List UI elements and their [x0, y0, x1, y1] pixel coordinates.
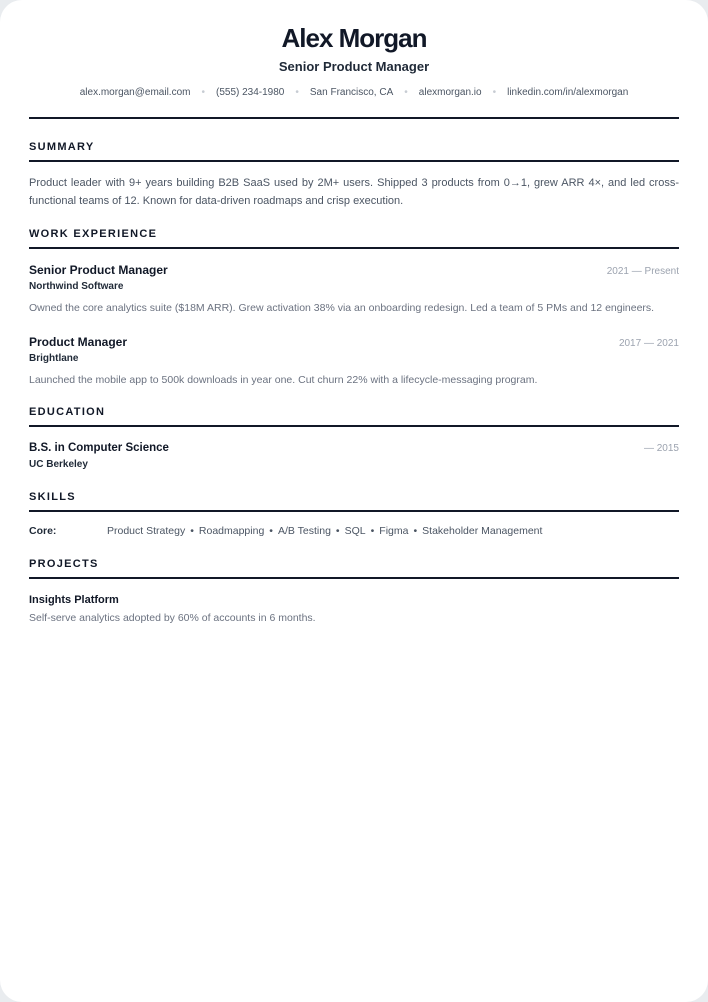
contact-bar: [29, 86, 679, 100]
skills-section: [29, 489, 679, 538]
section-divider: [29, 160, 679, 162]
skill-separator: •: [413, 525, 418, 537]
education-dates: — 2015: [643, 443, 679, 454]
job-title: Product Manager: [29, 335, 128, 349]
contact-location: San Francisco, CA: [309, 87, 394, 98]
skill-item: Stakeholder Management: [422, 525, 543, 537]
experience-entry: [29, 333, 679, 387]
summary-section: [29, 139, 679, 210]
skills-list: [107, 524, 542, 538]
skill-separator: •: [269, 525, 273, 537]
contact-separator: •: [404, 87, 408, 98]
projects-section: [29, 556, 679, 625]
section-divider: [29, 577, 679, 579]
skill-item: SQL: [344, 525, 366, 537]
skill-separator: •: [335, 525, 340, 537]
job-description: Launched the mobile app to 500k downloads in year one. Cut churn 22% with a lifecycle-messaging program.: [29, 374, 538, 386]
section-title-skills: SKILLS: [29, 491, 76, 503]
skill-item: Roadmapping: [198, 525, 265, 537]
section-title-projects: PROJECTS: [29, 558, 99, 570]
skills-label: Core:: [29, 525, 57, 537]
contact-website[interactable]: alexmorgan.io: [418, 87, 482, 98]
candidate-name: Alex Morgan: [281, 23, 427, 53]
job-dates: 2017 — 2021: [618, 338, 679, 349]
candidate-headline: Senior Product Manager: [278, 59, 430, 74]
job-title: Senior Product Manager: [29, 263, 168, 277]
company-name: Brightlane: [29, 353, 79, 364]
section-divider: [29, 247, 679, 249]
degree-title: B.S. in Computer Science: [29, 442, 169, 454]
company-name: Northwind Software: [29, 281, 124, 292]
section-divider: [29, 425, 679, 427]
contact-phone[interactable]: (555) 234-1980: [215, 87, 285, 98]
contact-linkedin[interactable]: linkedin.com/in/alexmorgan: [507, 87, 629, 98]
contact-separator: •: [492, 87, 497, 98]
project-description: Self-serve analytics adopted by 60% of accounts in 6 months.: [29, 612, 316, 624]
education-entry: [29, 439, 679, 472]
resume-header: [29, 22, 679, 100]
section-divider: [29, 510, 679, 512]
section-title-experience: WORK EXPERIENCE: [29, 228, 158, 240]
skill-item: Product Strategy: [107, 525, 186, 537]
skill-separator: •: [190, 525, 194, 537]
summary-text: Product leader with 9+ years building B2B SaaS used by 2M+ users. Shipped 3 products from 0→1, grew ARR 4×, and led cross-functional teams of 12. Known for data-driven roadmaps and crisp execution.: [29, 177, 679, 207]
school-name: UC Berkeley: [29, 459, 88, 470]
experience-section: [29, 226, 679, 387]
skill-item: A/B Testing: [277, 525, 331, 537]
skill-item: Figma: [379, 525, 409, 537]
section-title-summary: SUMMARY: [29, 141, 95, 153]
job-dates: 2021 — Present: [606, 266, 679, 277]
section-title-education: EDUCATION: [29, 406, 106, 418]
experience-entry: [29, 261, 679, 315]
project-name: Insights Platform: [29, 594, 119, 606]
header-divider: [29, 117, 679, 119]
contact-email[interactable]: alex.morgan@email.com: [79, 87, 191, 98]
education-section: [29, 404, 679, 472]
contact-separator: •: [201, 87, 205, 98]
job-description: Owned the core analytics suite ($18M ARR). Grew activation 38% via an onboarding redesign. Led a team of 5 PMs and 12 engineers.: [29, 302, 655, 314]
contact-separator: •: [295, 87, 299, 98]
skill-separator: •: [370, 525, 375, 537]
skills-row: [29, 524, 679, 538]
